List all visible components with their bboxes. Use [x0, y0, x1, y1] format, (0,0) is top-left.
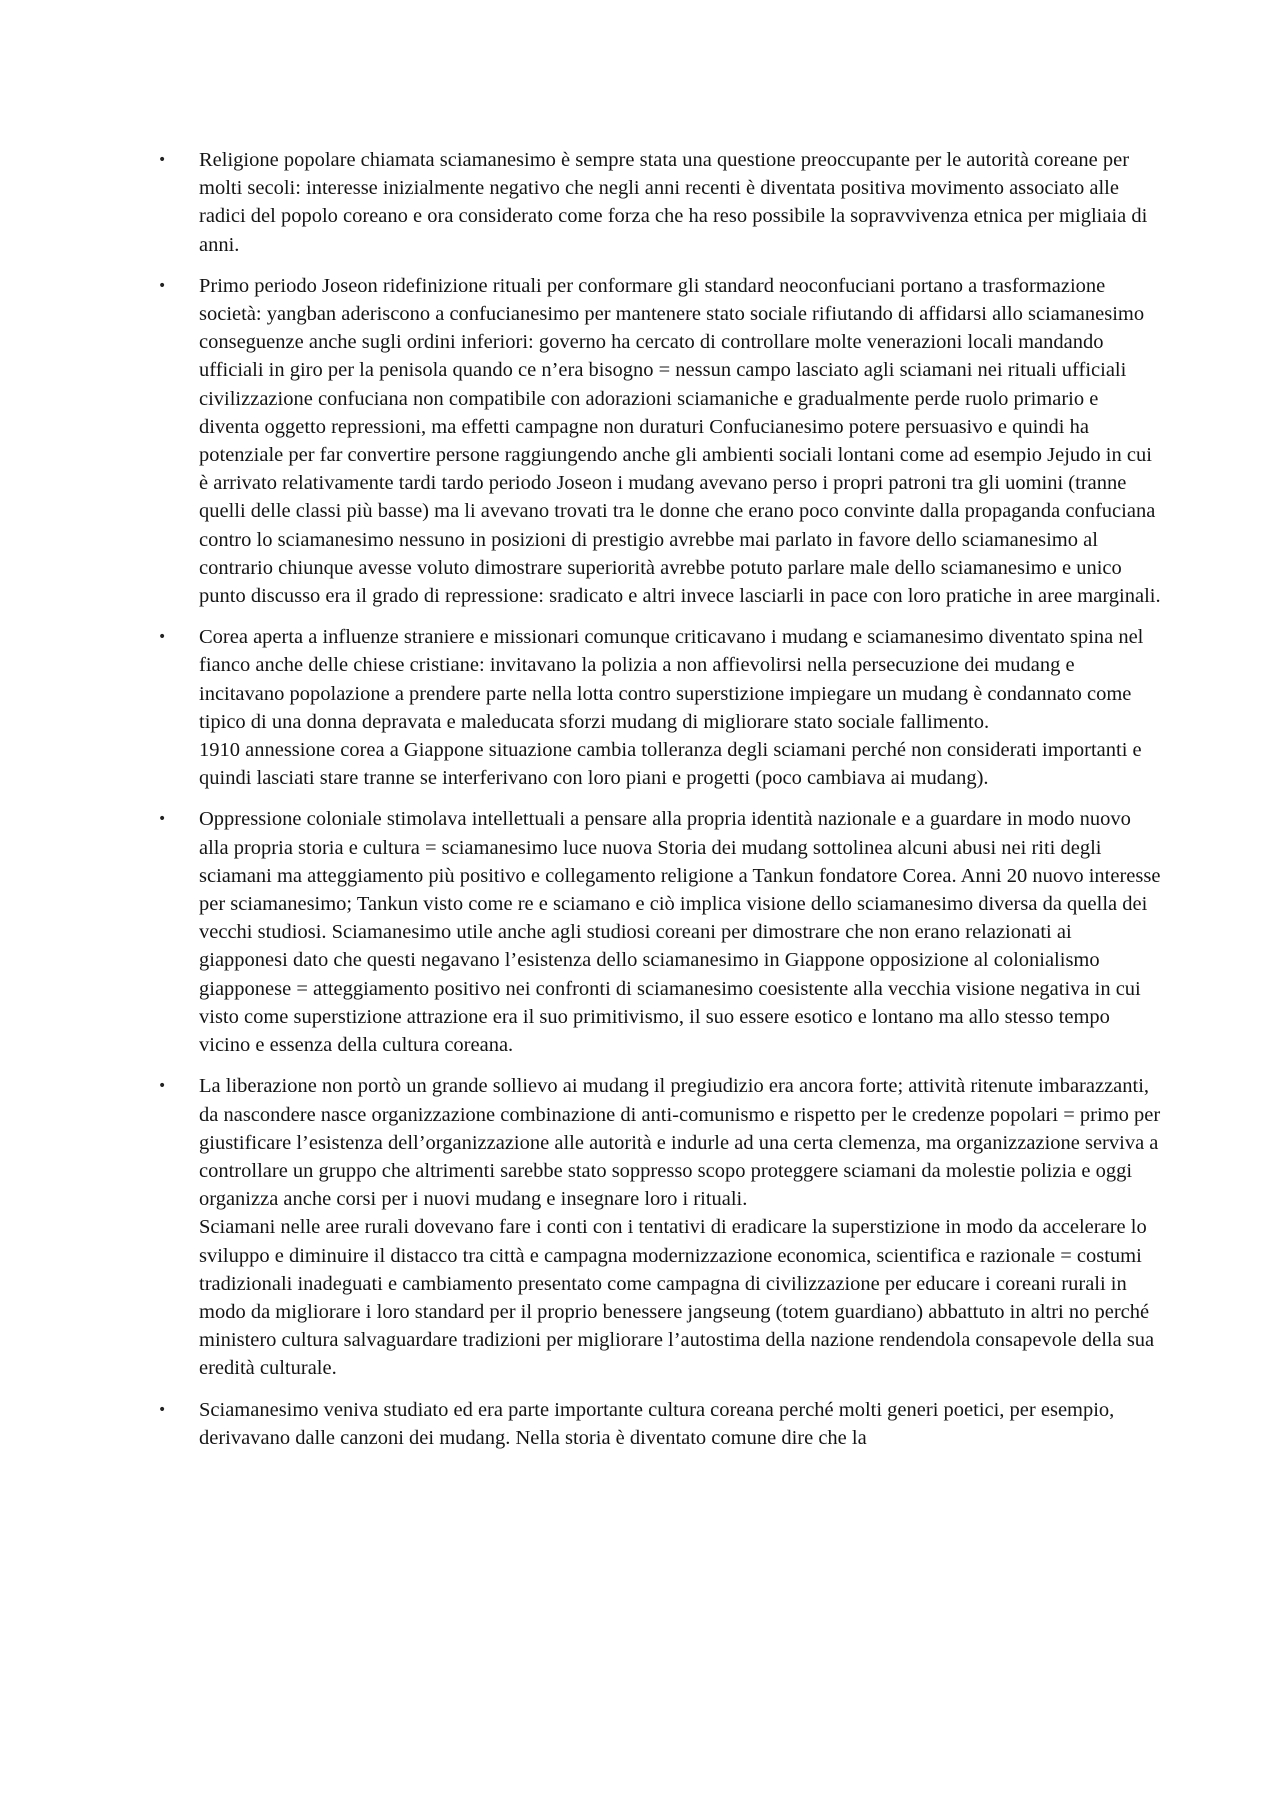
list-item — [158, 1396, 1162, 1452]
list-item — [158, 805, 1162, 1059]
paragraph: Oppressione coloniale stimolava intellettuali a pensare alla propria identità nazionale e a guardare in modo nuovo alla propria storia e cultura = sciamanesimo luce nuova Storia dei mudang sottolinea alcuni abusi nei riti degli sciamani ma atteggiamento più positivo e collegamento religione a Tankun fondatore Corea. Anni 20 nuovo interesse per sciamanesimo; Tankun visto come re e sciamano e ciò implica visione dello sciamanesimo diversa da quella dei vecchi studiosi. Sciamanesimo utile anche agli studiosi coreani per dimostrare che non erano relazionati ai giapponesi dato che questi negavano l’esistenza dello sciamanesimo in Giappone opposizione al colonialismo giapponese = atteggiamento positivo nei confronti di sciamanesimo coesistente alla vecchia visione negativa in cui visto come superstizione attrazione era il suo primitivismo, il suo essere esotico e lontano ma allo stesso tempo vicino e essenza della cultura coreana. — [199, 808, 1161, 1057]
bullet-icon: • — [158, 1401, 167, 1418]
paragraph: Corea aperta a influenze straniere e missionari comunque criticavano i mudang e sciamanesimo diventato spina nel fianco anche delle chiese cristiane: invitavano la polizia a non affievolirsi nella persecuzione dei mudang e incitavano popolazione a prendere parte nella lotta contro superstizione impiegare un mudang è condannato come tipico di una donna depravata e maleducata sforzi mudang di migliorare stato sociale fallimento. — [199, 626, 1144, 733]
bullet-list — [158, 146, 1162, 1452]
bullet-icon: • — [158, 629, 167, 646]
bullet-icon: • — [158, 811, 167, 828]
list-item — [158, 623, 1162, 792]
bullet-icon: • — [158, 1078, 167, 1095]
paragraph: 1910 annessione corea a Giappone situazione cambia tolleranza degli sciamani perché non considerati importanti e quindi lasciati stare tranne se interferivano con loro piani e progetti (poco cambiava ai mudang). — [199, 739, 1142, 790]
paragraph: Primo periodo Joseon ridefinizione rituali per conformare gli standard neoconfuciani portano a trasformazione società: yangban aderiscono a confucianesimo per mantenere stato sociale rifiutando di affidarsi allo sciamanesimo conseguenze anche sugli ordini inferiori: governo ha cercato di controllare molte venerazioni locali mandando ufficiali in giro per la penisola quando ce n’era bisogno = nessun campo lasciato agli sciamani nei rituali ufficiali civilizzazione confuciana non compatibile con adorazioni sciamaniche e gradualmente perde ruolo primario e diventa oggetto repressioni, ma effetti campagne non duraturi Confucianesimo potere persuasivo e quindi ha potenziale per far convertire persone raggiungendo anche gli ambienti sociali lontani come ad esempio Jejudo in cui è arrivato relativamente tardi tardo periodo Joseon i mudang avevano perso i propri patroni tra gli uomini (tranne quelli delle classi più basse) ma li avevano trovati tra le donne che erano poco convinte dalla propaganda confuciana contro lo sciamanesimo nessuno in posizioni di prestigio avrebbe mai parlato in favore dello sciamanesimo al contrario chiunque avesse voluto dimostrare superiorità avrebbe potuto parlare male dello sciamanesimo e unico punto discusso era il grado di repressione: sradicato e altri invece lasciarli in pace con loro pratiche in aree marginali. — [199, 274, 1161, 608]
list-item — [158, 1072, 1162, 1382]
list-item — [158, 272, 1162, 610]
paragraph: La liberazione non portò un grande sollievo ai mudang il pregiudizio era ancora forte; attività ritenute imbarazzanti, da nascondere nasce organizzazione combinazione di anti-comunismo e rispetto per le credenze popolari = primo per giustificare l’esistenza dell’organizzazione alle autorità e indurle ad una certa clemenza, ma organizzazione serviva a controllare un gruppo che altrimenti sarebbe stato soppresso scopo proteggere sciamani da molestie polizia e oggi organizza anche corsi per i nuovi mudang e insegnare loro i rituali. — [199, 1075, 1161, 1211]
bullet-icon: • — [158, 277, 167, 294]
paragraph: Sciamanesimo veniva studiato ed era parte importante cultura coreana perché molti generi poetici, per esempio, derivavano dalle canzoni dei mudang. Nella storia è diventato comune dire che la — [199, 1398, 1115, 1449]
paragraph: Sciamani nelle aree rurali dovevano fare i conti con i tentativi di eradicare la superstizione in modo da accelerare lo sviluppo e diminuire il distacco tra città e campagna modernizzazione economica, scientifica e razionale = costumi tradizionali inadeguati e cambiamento presentato come campagna di civilizzazione per educare i coreani rurali in modo da migliorare i loro standard per il proprio benessere jangseung (totem guardiano) abbattuto in altri no perché ministero cultura salvaguardare tradizioni per migliorare l’autostima della nazione rendendola consapevole della sua eredità culturale. — [199, 1216, 1155, 1380]
bullet-icon: • — [158, 152, 167, 168]
list-item — [158, 146, 1162, 259]
paragraph: Religione popolare chiamata sciamanesimo è sempre stata una questione preoccupante per le autorità coreane per molti secoli: interesse inizialmente negativo che negli anni recenti è diventata positiva movimento associato alle radici del popolo coreano e ora considerato come forza che ha reso possibile la sopravvivenza etnica per migliaia di anni. — [199, 149, 1148, 256]
